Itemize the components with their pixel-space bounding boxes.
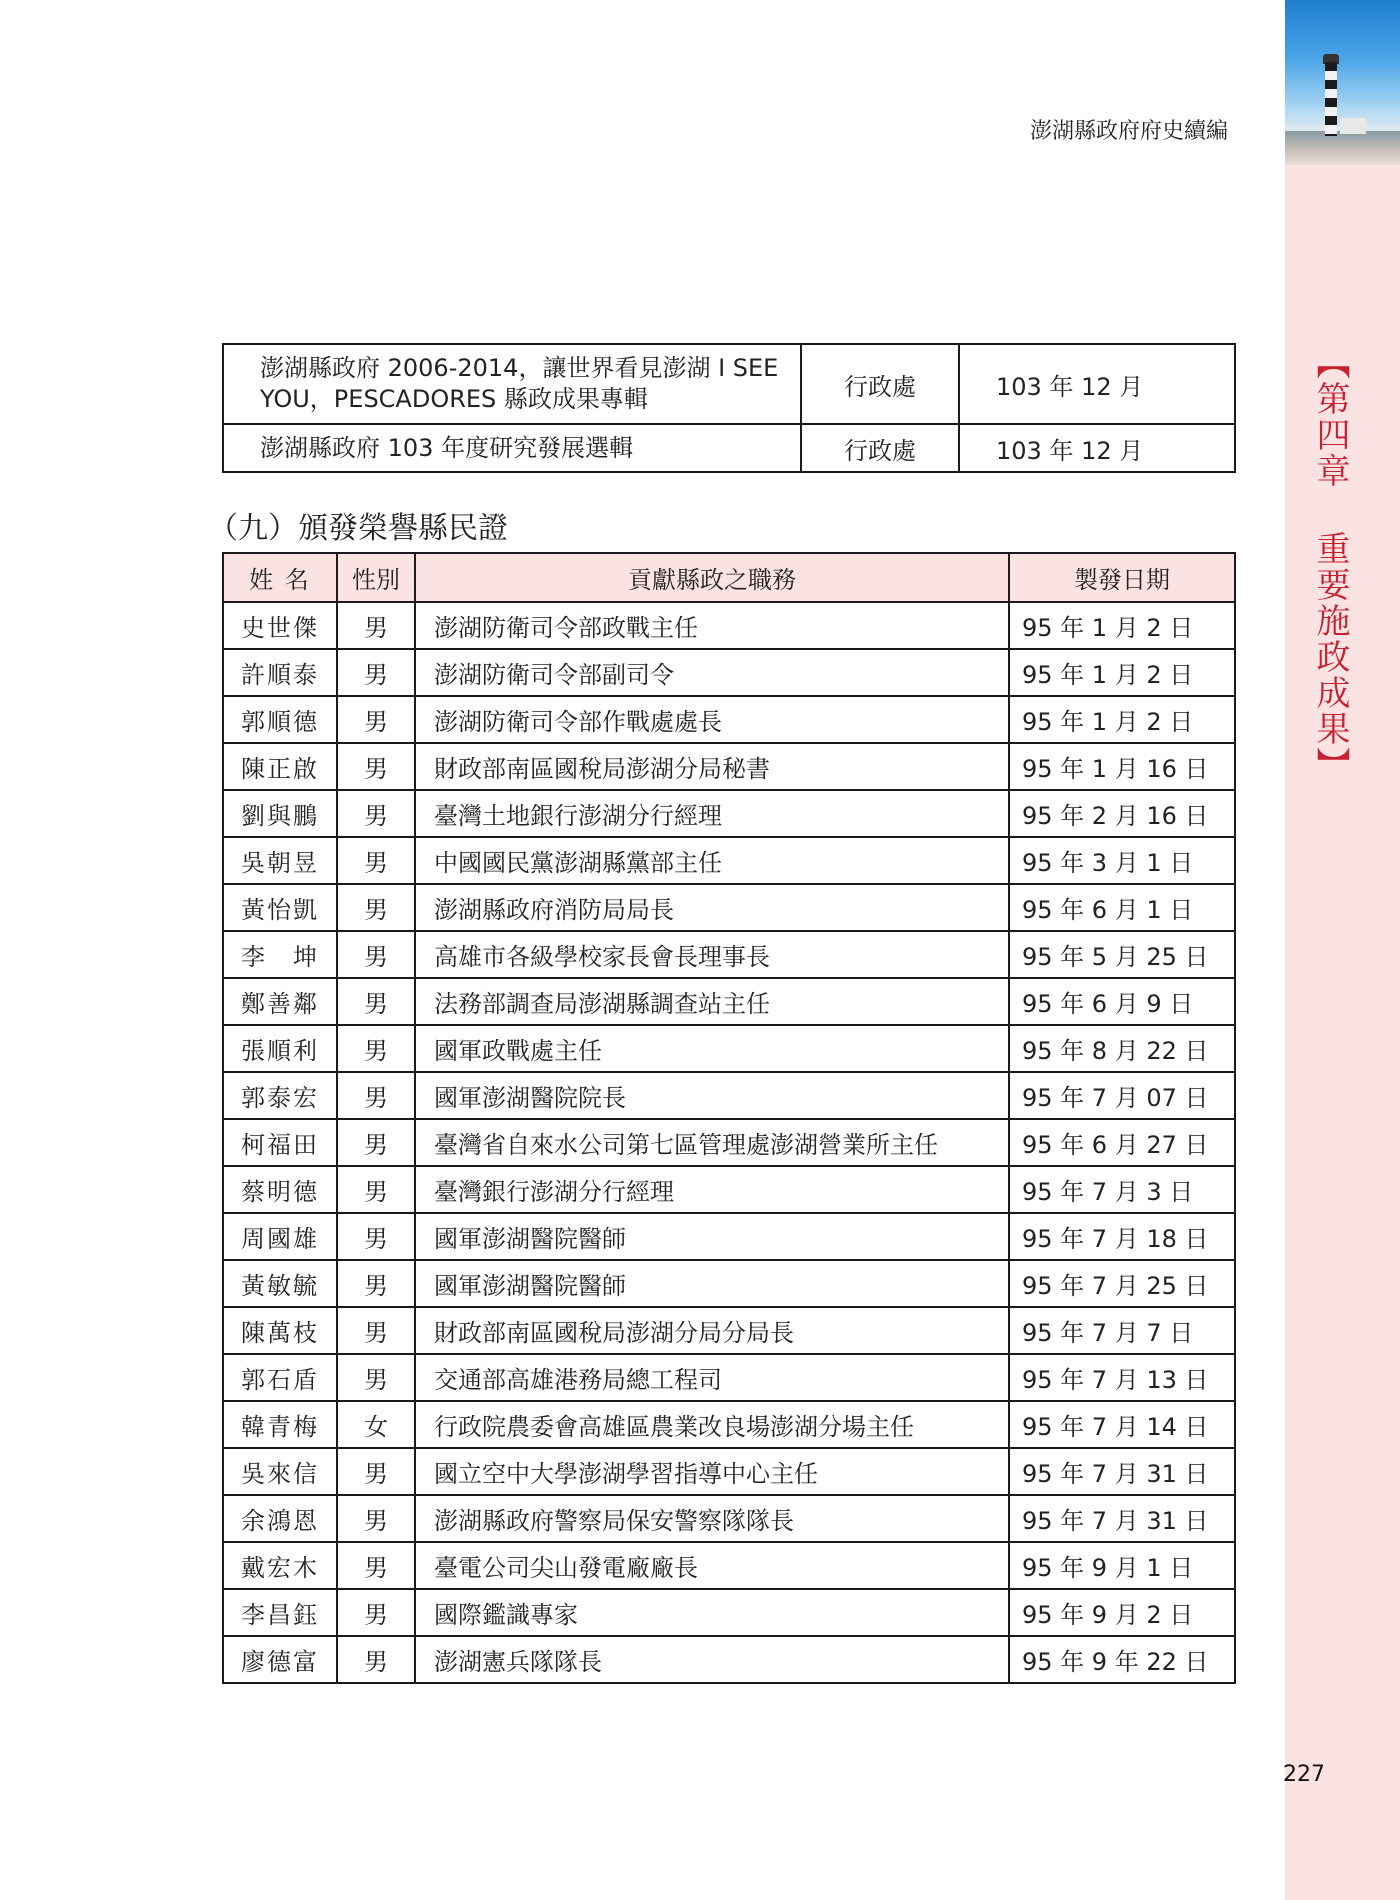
photo-building [1340,118,1366,134]
cell-duty: 澎湖縣政府消防局局長 [415,884,1009,931]
cell-sex: 女 [337,1401,415,1448]
cell-duty: 國際鑑識專家 [415,1589,1009,1636]
table-row [223,1166,1235,1213]
table-row [223,1401,1235,1448]
cell-duty: 臺灣省自來水公司第七區管理處澎湖營業所主任 [415,1119,1009,1166]
cell-date: 95 年 1 月 16 日 [1009,743,1235,790]
cell-duty: 財政部南區國稅局澎湖分局秘書 [415,743,1009,790]
table-row [223,1213,1235,1260]
table-row [223,743,1235,790]
cell-date: 95 年 7 月 3 日 [1009,1166,1235,1213]
cell-name: 陳萬枝 [223,1307,337,1354]
publication-title: 澎湖縣政府 2006-2014，讓世界看見澎湖 I SEE YOU，PESCADORES 縣政成果專輯 [223,344,801,424]
cell-sex: 男 [337,837,415,884]
table-row [223,1354,1235,1401]
cell-date: 95 年 7 月 07 日 [1009,1072,1235,1119]
cell-date: 95 年 7 月 31 日 [1009,1495,1235,1542]
column-header-date: 製發日期 [1009,553,1235,602]
cell-sex: 男 [337,1213,415,1260]
cell-duty: 中國國民黨澎湖縣黨部主任 [415,837,1009,884]
table-row [223,1072,1235,1119]
cell-name: 鄭善鄰 [223,978,337,1025]
cell-sex: 男 [337,696,415,743]
cell-date: 95 年 7 月 18 日 [1009,1213,1235,1260]
table-row [223,424,1235,472]
cell-name: 廖德富 [223,1636,337,1683]
cell-sex: 男 [337,602,415,649]
cell-name: 韓青梅 [223,1401,337,1448]
cell-name: 柯福田 [223,1119,337,1166]
page-number: 227 [1283,1762,1325,1787]
cell-name: 吳朝昱 [223,837,337,884]
table-body [223,602,1235,1683]
table-row [223,1307,1235,1354]
publications-table [222,343,1236,473]
cell-sex: 男 [337,1636,415,1683]
cell-name: 郭石盾 [223,1354,337,1401]
column-header-sex: 性別 [337,553,415,602]
cell-sex: 男 [337,790,415,837]
table-row [223,837,1235,884]
cell-sex: 男 [337,1025,415,1072]
column-header-name: 姓 名 [223,553,337,602]
cell-name: 郭泰宏 [223,1072,337,1119]
side-band [1285,0,1400,1900]
publication-unit: 行政處 [801,424,959,472]
lighthouse-photo [1285,0,1400,165]
cell-name: 蔡明德 [223,1166,337,1213]
cell-date: 95 年 2 月 16 日 [1009,790,1235,837]
cell-name: 史世傑 [223,602,337,649]
cell-date: 95 年 9 月 1 日 [1009,1542,1235,1589]
table-row [223,1119,1235,1166]
running-header: 澎湖縣政府府史續編 [1030,119,1229,144]
photo-ground [1285,131,1400,165]
cell-date: 95 年 9 年 22 日 [1009,1636,1235,1683]
cell-date: 95 年 9 月 2 日 [1009,1589,1235,1636]
table-row [223,1025,1235,1072]
cell-sex: 男 [337,1260,415,1307]
cell-sex: 男 [337,884,415,931]
cell-duty: 國軍澎湖醫院院長 [415,1072,1009,1119]
table-row [223,1448,1235,1495]
table-row [223,1495,1235,1542]
cell-sex: 男 [337,1307,415,1354]
cell-date: 95 年 1 月 2 日 [1009,602,1235,649]
publication-unit: 行政處 [801,344,959,424]
cell-name: 張順利 [223,1025,337,1072]
cell-date: 95 年 7 月 25 日 [1009,1260,1235,1307]
lighthouse-tower [1325,62,1337,136]
cell-sex: 男 [337,978,415,1025]
table-row [223,1636,1235,1683]
table-row [223,884,1235,931]
cell-date: 95 年 6 月 1 日 [1009,884,1235,931]
cell-duty: 澎湖憲兵隊隊長 [415,1636,1009,1683]
cell-sex: 男 [337,1119,415,1166]
cell-name: 劉與鵬 [223,790,337,837]
cell-name: 李 坤 [223,931,337,978]
cell-date: 95 年 6 月 9 日 [1009,978,1235,1025]
cell-sex: 男 [337,931,415,978]
cell-duty: 法務部調查局澎湖縣調查站主任 [415,978,1009,1025]
table-row [223,978,1235,1025]
cell-name: 戴宏木 [223,1542,337,1589]
cell-sex: 男 [337,1589,415,1636]
chapter-label: 【第四章 重要施政成果】 [1310,345,1350,783]
cell-date: 95 年 3 月 1 日 [1009,837,1235,884]
cell-date: 95 年 1 月 2 日 [1009,696,1235,743]
table-row [223,649,1235,696]
cell-date: 95 年 7 月 14 日 [1009,1401,1235,1448]
table-header-row [223,553,1235,602]
cell-duty: 澎湖縣政府警察局保安警察隊隊長 [415,1495,1009,1542]
cell-duty: 國軍澎湖醫院醫師 [415,1260,1009,1307]
column-header-duty: 貢獻縣政之職務 [415,553,1009,602]
section-heading: （九）頒發榮譽縣民證 [208,511,508,546]
table-row [223,696,1235,743]
cell-date: 95 年 1 月 2 日 [1009,649,1235,696]
cell-date: 95 年 8 月 22 日 [1009,1025,1235,1072]
cell-duty: 澎湖防衛司令部副司令 [415,649,1009,696]
cell-duty: 國立空中大學澎湖學習指導中心主任 [415,1448,1009,1495]
cell-duty: 財政部南區國稅局澎湖分局分局長 [415,1307,1009,1354]
publication-title: 澎湖縣政府 103 年度研究發展選輯 [223,424,801,472]
cell-name: 陳正啟 [223,743,337,790]
cell-duty: 臺灣銀行澎湖分行經理 [415,1166,1009,1213]
cell-duty: 澎湖防衛司令部政戰主任 [415,602,1009,649]
cell-name: 吳來信 [223,1448,337,1495]
honorary-citizens-table [222,552,1236,1684]
cell-name: 周國雄 [223,1213,337,1260]
cell-date: 95 年 7 月 7 日 [1009,1307,1235,1354]
cell-date: 95 年 5 月 25 日 [1009,931,1235,978]
cell-name: 郭順德 [223,696,337,743]
cell-date: 95 年 7 月 13 日 [1009,1354,1235,1401]
cell-date: 95 年 6 月 27 日 [1009,1119,1235,1166]
cell-sex: 男 [337,1166,415,1213]
cell-name: 黃敏毓 [223,1260,337,1307]
cell-name: 李昌鈺 [223,1589,337,1636]
cell-duty: 交通部高雄港務局總工程司 [415,1354,1009,1401]
table-row [223,1542,1235,1589]
cell-duty: 高雄市各級學校家長會長理事長 [415,931,1009,978]
table-row [223,790,1235,837]
cell-sex: 男 [337,649,415,696]
cell-duty: 澎湖防衛司令部作戰處處長 [415,696,1009,743]
cell-sex: 男 [337,1448,415,1495]
cell-sex: 男 [337,1542,415,1589]
cell-sex: 男 [337,1072,415,1119]
publication-date: 103 年 12 月 [959,424,1235,472]
cell-name: 黃怡凱 [223,884,337,931]
cell-duty: 國軍澎湖醫院醫師 [415,1213,1009,1260]
cell-sex: 男 [337,743,415,790]
cell-name: 許順泰 [223,649,337,696]
table-row [223,1589,1235,1636]
cell-duty: 國軍政戰處主任 [415,1025,1009,1072]
cell-duty: 行政院農委會高雄區農業改良場澎湖分場主任 [415,1401,1009,1448]
cell-duty: 臺電公司尖山發電廠廠長 [415,1542,1009,1589]
cell-date: 95 年 7 月 31 日 [1009,1448,1235,1495]
table-row [223,931,1235,978]
table-row [223,602,1235,649]
cell-name: 余鴻恩 [223,1495,337,1542]
cell-sex: 男 [337,1354,415,1401]
cell-sex: 男 [337,1495,415,1542]
table-row [223,344,1235,424]
publication-date: 103 年 12 月 [959,344,1235,424]
table-row [223,1260,1235,1307]
cell-duty: 臺灣土地銀行澎湖分行經理 [415,790,1009,837]
